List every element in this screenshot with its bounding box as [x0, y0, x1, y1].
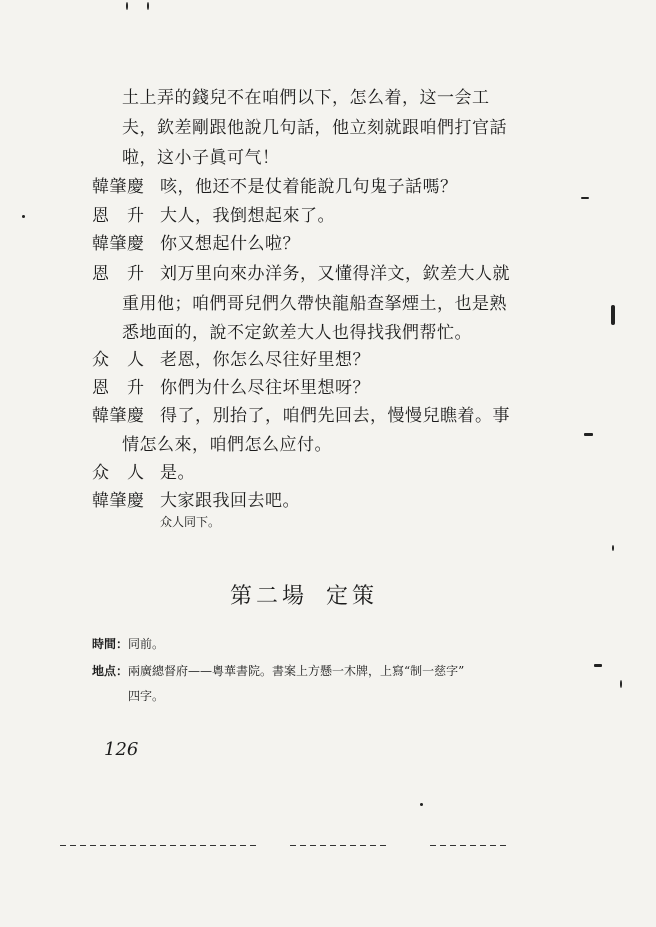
scan-speck — [611, 305, 615, 325]
place-label: 地点： — [92, 664, 129, 678]
dialogue-line: 你又想起什么啦？ — [160, 234, 300, 254]
place-row — [92, 663, 464, 679]
time-row — [92, 636, 164, 652]
stage-direction: 众人同下。 — [160, 515, 221, 529]
speaker-name: 韓肇慶 — [92, 491, 145, 511]
text-line: 夫，欽差剛跟他說几句話，他立刻就跟咱們打官話 — [122, 118, 507, 138]
scan-artifact-line — [60, 845, 260, 846]
speaker-name: 韓肇慶 — [92, 234, 145, 254]
dialogue-line: 情怎么來，咱們怎么应付。 — [122, 435, 332, 455]
scan-speck — [420, 803, 423, 806]
speaker-name: 恩 升 — [92, 264, 145, 284]
speaker-name: 韓肇慶 — [92, 177, 145, 197]
page-number: 126 — [104, 739, 139, 760]
speaker-name: 众 人 — [92, 350, 145, 370]
scan-speck — [147, 2, 149, 10]
dialogue-line: 大家跟我回去吧。 — [160, 491, 300, 511]
time-label: 時間： — [92, 637, 129, 651]
dialogue-line: 是。 — [160, 463, 195, 483]
place-value: 兩廣總督府——粵華書院。書案上方懸一木牌，上寫“制一慈字” — [128, 664, 465, 678]
scan-speck — [584, 433, 593, 436]
text-line: 啦，这小子眞可气！ — [122, 148, 280, 168]
scan-speck — [612, 545, 614, 551]
scene-title: 定策 — [326, 584, 379, 609]
scan-speck — [620, 680, 622, 688]
speaker-name: 恩 升 — [92, 206, 145, 226]
dialogue-line: 重用他；咱們哥兒們久帶快龍船查拏煙土，也是熟 — [122, 294, 507, 314]
dialogue-line: 得了，別抬了，咱們先回去，慢慢兒瞧着。事 — [160, 406, 510, 426]
time-value: 同前。 — [128, 637, 165, 651]
dialogue-line: 你們为什么尽往坏里想呀？ — [160, 378, 370, 398]
scan-artifact-line — [290, 845, 390, 846]
scene-number: 第二場 — [230, 584, 309, 609]
dialogue-line: 咳，他还不是仗着能說几句鬼子話嗎？ — [160, 177, 458, 197]
scan-artifact-line — [430, 845, 510, 846]
speaker-name: 韓肇慶 — [92, 406, 145, 426]
speaker-name: 恩 升 — [92, 378, 145, 398]
speaker-name: 众 人 — [92, 463, 145, 483]
dialogue-line: 老恩，你怎么尽往好里想？ — [160, 350, 370, 370]
scan-speck — [594, 664, 602, 667]
dialogue-line: 悉地面的，說不定欽差大人也得找我們帮忙。 — [122, 323, 472, 343]
scan-speck — [126, 2, 128, 10]
place-value-continued: 四字。 — [128, 689, 165, 703]
scan-speck — [581, 197, 589, 199]
dialogue-line: 大人，我倒想起來了。 — [160, 206, 335, 226]
dialogue-line: 刘万里向來办洋务，又懂得洋文，欽差大人就 — [160, 264, 510, 284]
text-line: 土上弄的錢兒不在咱們以下，怎么着，这一会工 — [122, 88, 490, 108]
scan-speck — [22, 215, 25, 218]
